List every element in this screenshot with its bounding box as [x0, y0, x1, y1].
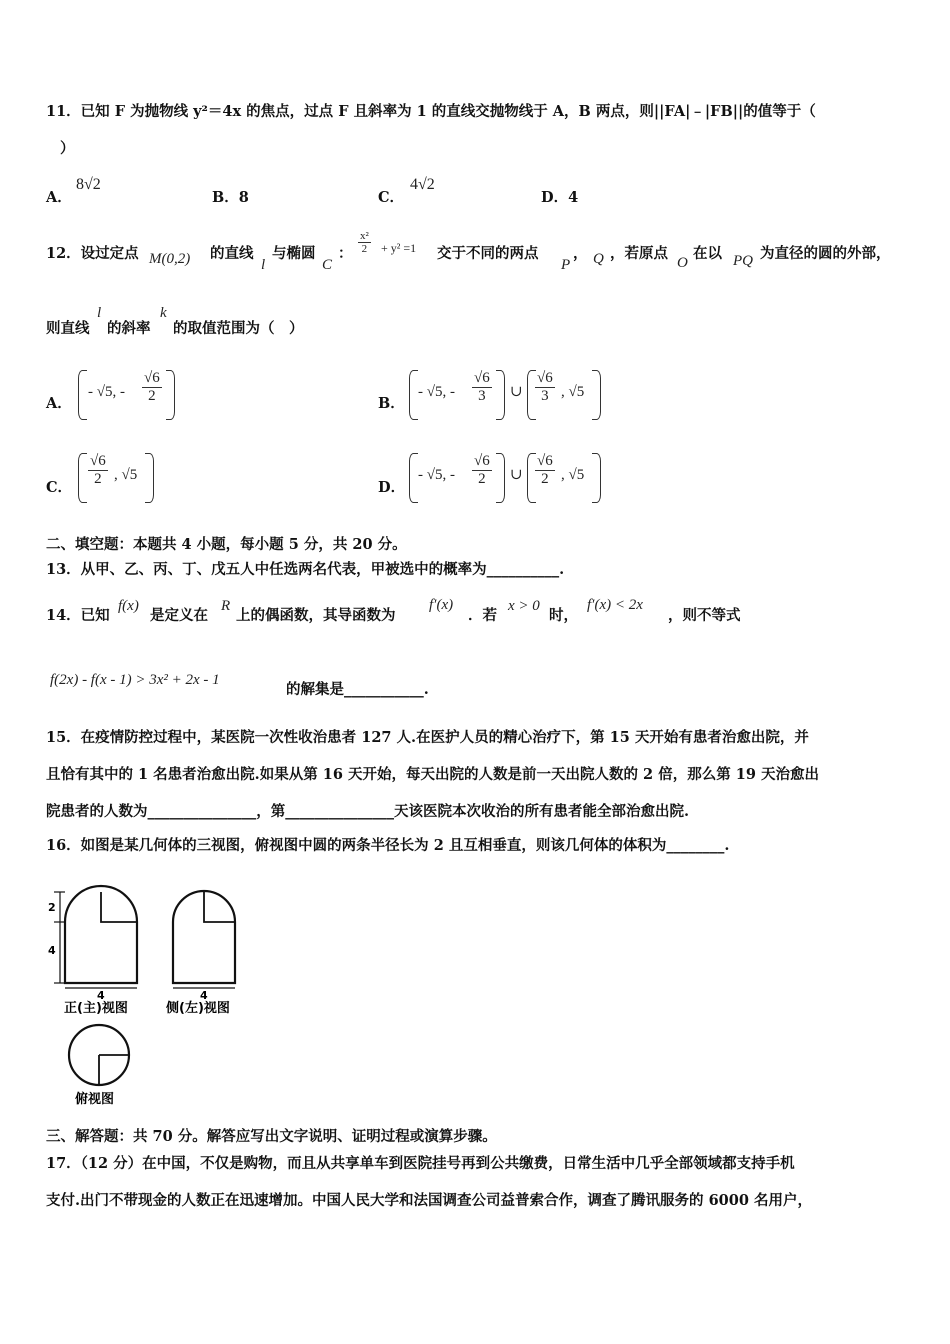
q12-text-origin: ，若原点 — [610, 245, 668, 262]
q11-option-a-label: A． — [46, 189, 72, 206]
q11-option-b: B．8 — [212, 189, 249, 206]
q14-fpx: f′(x) — [429, 597, 454, 613]
q12-d-part1: - √5, - — [418, 467, 455, 483]
q12-a-lparen — [78, 370, 87, 420]
q12-d-frac2: $\frac{√6}{2}$ — [537, 453, 553, 487]
side-view-label: 侧(左)视图 — [166, 1001, 230, 1016]
q12-comma: ， — [573, 245, 588, 262]
q12-a-rparen — [166, 370, 175, 420]
q12-text-ellipse: 与椭圆 — [272, 245, 316, 262]
q17-line2: 支付.出门不带现金的人数正在迅速增加。中国人民大学和法国调查公司益普索合作，调查了腾讯服务的 6000 名用户， — [46, 1192, 812, 1209]
top-view — [69, 1025, 129, 1085]
q14-fx: f(x) — [118, 598, 139, 614]
three-view-figure — [40, 880, 260, 1110]
q16: 16．如图是某几何体的三视图，俯视图中圆的两条半径长为 2 且互相垂直，则该几何体的体积为________. — [46, 837, 730, 854]
q13: 13．从甲、乙、丙、丁、戊五人中任选两名代表，甲被选中的概率为__________. — [46, 561, 565, 578]
q12-o: O — [677, 255, 688, 271]
q12-b-rparen2 — [592, 370, 601, 420]
q11-option-c-value: 4√2 — [410, 176, 435, 193]
q12-b-part1: - √5, - — [418, 384, 455, 400]
q12-c-rparen — [145, 453, 154, 503]
front-view — [65, 886, 137, 983]
q14-a: 14．已知 — [46, 607, 110, 624]
q15-line2: 且恰有其中的 1 名患者治愈出院.如果从第 16 天开始，每天出院的人数是前一天出院人数的 2 倍，那么第 19 天治愈出 — [46, 766, 819, 783]
q12-text-intersect: 交于不同的两点 — [437, 245, 539, 262]
q12-l2: l — [97, 305, 102, 321]
q12-option-d-label: D． — [378, 479, 406, 496]
q12-frac-den: 2 — [361, 243, 368, 255]
q11-close-paren: ） — [60, 140, 75, 157]
q12-c-part2: , √5 — [114, 467, 138, 483]
q12-d-lparen1 — [409, 453, 418, 503]
q12-b-part2: , √5 — [561, 384, 585, 400]
q12-d-rparen2 — [592, 453, 601, 503]
q11-option-a-value: 8√2 — [76, 176, 101, 193]
section3-heading: 三、解答题：共 70 分。解答应写出文字说明、证明过程或演算步骤。 — [46, 1128, 497, 1145]
q14-f: ，则不等式 — [668, 607, 741, 624]
q12-b-frac2: $\frac{√6}{3}$ — [537, 370, 553, 404]
q12-d-rparen1 — [496, 453, 505, 503]
q14-line2-tail: 的解集是___________. — [286, 681, 429, 698]
dim-label-4-side: 4 — [200, 989, 208, 1002]
q14-cond: x > 0 — [508, 598, 540, 614]
q12-pq: PQ — [733, 253, 753, 269]
q12-b-lparen1 — [409, 370, 418, 420]
side-view — [173, 891, 235, 983]
q12-point-m: M(0,2) — [149, 251, 191, 267]
front-view-label: 正(主)视图 — [64, 1001, 128, 1016]
q12-text-with: 在以 — [693, 245, 722, 262]
q12-b-rparen1 — [496, 370, 505, 420]
dim-label-2: 2 — [48, 901, 56, 914]
q12-k: k — [160, 305, 167, 321]
q12-d-frac1: $\frac{√6}{2}$ — [474, 453, 490, 487]
q12-option-b-label: B． — [378, 395, 405, 412]
q12-ellipse-fraction — [358, 230, 371, 255]
q14-ineq: f′(x) < 2x — [587, 597, 643, 613]
q14-e: 时， — [549, 607, 578, 624]
q12-line2-b: 的斜率 — [107, 320, 151, 337]
section2-heading: 二、填空题：本题共 4 小题，每小题 5 分，共 20 分。 — [46, 536, 407, 553]
q12-b-union: ∪ — [510, 384, 523, 400]
q12-frac-num: x² — [360, 230, 369, 242]
q15-line1: 15．在疫情防控过程中，某医院一次性收治患者 127 人.在医护人员的精心治疗下，第 15 天开始有患者治愈出院，并 — [46, 729, 809, 746]
q11-stem: 11．已知 F 为抛物线 y²＝4x 的焦点，过点 F 且斜率为 1 的直线交抛物线于 A，B 两点，则||FA|﹣|FB||的值等于（ — [46, 103, 816, 120]
q12-l: l — [261, 257, 266, 273]
q12-eq-rest: + y² =1 — [381, 241, 417, 255]
q12-c-frac: $\frac{√6}{2}$ — [90, 453, 106, 487]
q12-colon: ： — [338, 245, 353, 262]
q12-a-frac: $\frac{√6}{2}$ — [144, 370, 160, 404]
q12-d-part2: , √5 — [561, 467, 585, 483]
q12-q: Q — [593, 251, 604, 267]
q11-option-c-label: C． — [378, 189, 405, 206]
dim-label-4-vertical: 4 — [48, 944, 56, 957]
q14-d: ．若 — [468, 607, 497, 624]
q14-line2-expr: f(2x) - f(x - 1) > 3x² + 2x - 1 — [50, 672, 220, 688]
q12-option-a-label: A． — [46, 395, 72, 412]
q12-c-lparen — [78, 453, 87, 503]
q12-p: P — [561, 257, 571, 273]
q14-c: 上的偶函数，其导函数为 — [236, 607, 396, 624]
dim-label-4-front: 4 — [97, 989, 105, 1002]
q12-d-union: ∪ — [510, 467, 523, 483]
q12-b-frac1: $\frac{√6}{3}$ — [474, 370, 490, 404]
q12-a-part1: - √5, - — [88, 384, 125, 400]
top-view-label: 俯视图 — [75, 1092, 115, 1107]
q17-line1: 17．（12 分）在中国，不仅是购物，而且从共享单车到医院挂号再到公共缴费，日常生活中几乎全部领域都支持手机 — [46, 1155, 795, 1172]
q12-number: 12．设过定点 — [46, 245, 139, 262]
q12-option-c-label: C． — [46, 479, 73, 496]
q12-line2-c: 的取值范围为（ ） — [173, 320, 304, 337]
q12-line2-a: 则直线 — [46, 320, 90, 337]
q12-text-line: 的直线 — [210, 245, 254, 262]
q12-text-outside: 为直径的圆的外部， — [760, 245, 891, 262]
q15-line3: 院患者的人数为_______________，第_______________天该医院本次收治的所有患者能全部治愈出院. — [46, 803, 690, 820]
q14-r: R — [221, 598, 231, 614]
q11-option-d: D．4 — [541, 189, 579, 206]
q14-b: 是定义在 — [150, 607, 208, 624]
q12-c: C — [322, 257, 333, 273]
